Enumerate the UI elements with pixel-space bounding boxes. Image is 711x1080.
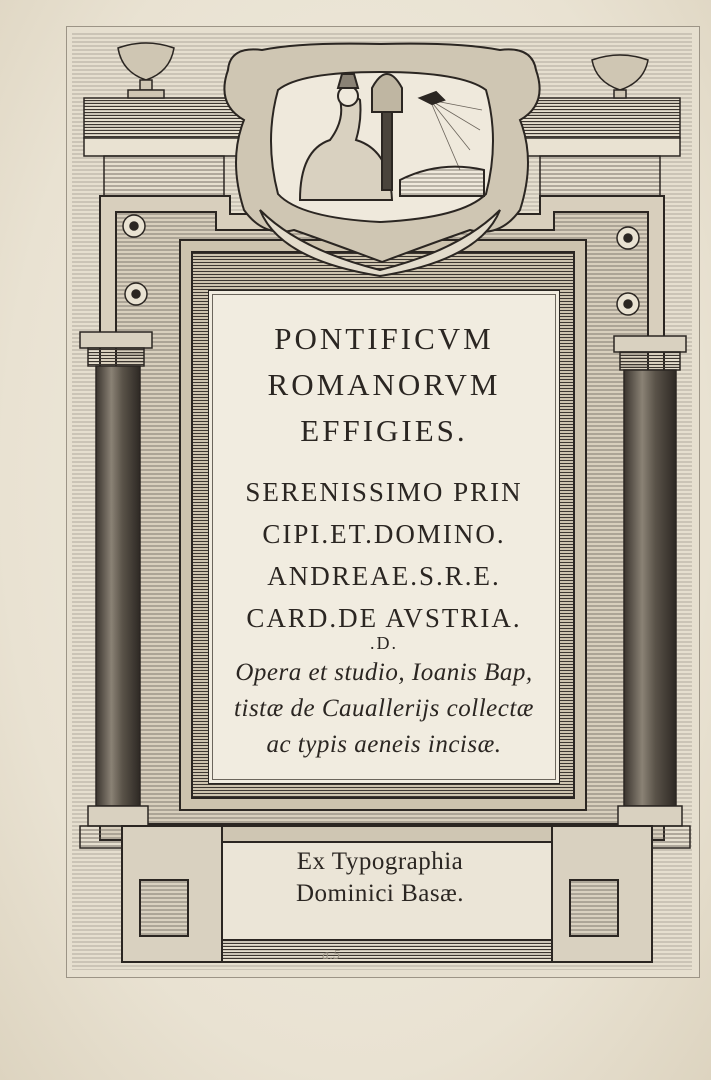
imprint-line-1: Ex Typographia xyxy=(296,848,464,875)
imprint-line-2: Dominici Basæ. xyxy=(295,880,465,907)
credit-line-1: Opera et studio, Ioanis Bap, xyxy=(235,659,533,686)
dedication-line-3: ANDREAE.S.R.E. xyxy=(267,561,501,591)
dedication-line-5: .D. xyxy=(370,633,398,653)
title-panel xyxy=(208,290,560,784)
right-pediment-block xyxy=(520,98,680,196)
credit-line-2: tistæ de Cauallerijs collectæ xyxy=(234,695,534,722)
credit-line-3: ac typis aeneis incisæ. xyxy=(266,731,502,758)
title-line-2: ROMANORVM xyxy=(267,367,501,402)
pencil-annotation: a.5 xyxy=(322,948,341,962)
dedication-line-4: CARD.DE AVSTRIA. xyxy=(246,603,522,633)
dedication-line-1: SERENISSIMO PRIN xyxy=(245,477,523,507)
imprint-box xyxy=(232,830,528,938)
title-line-3: EFFIGIES. xyxy=(300,413,468,448)
title-line-1: PONTIFICVM xyxy=(274,321,494,356)
tiara-icon xyxy=(338,74,358,88)
left-pediment-block xyxy=(84,98,244,196)
dedication-line-2: CIPI.ET.DOMINO. xyxy=(262,519,506,549)
